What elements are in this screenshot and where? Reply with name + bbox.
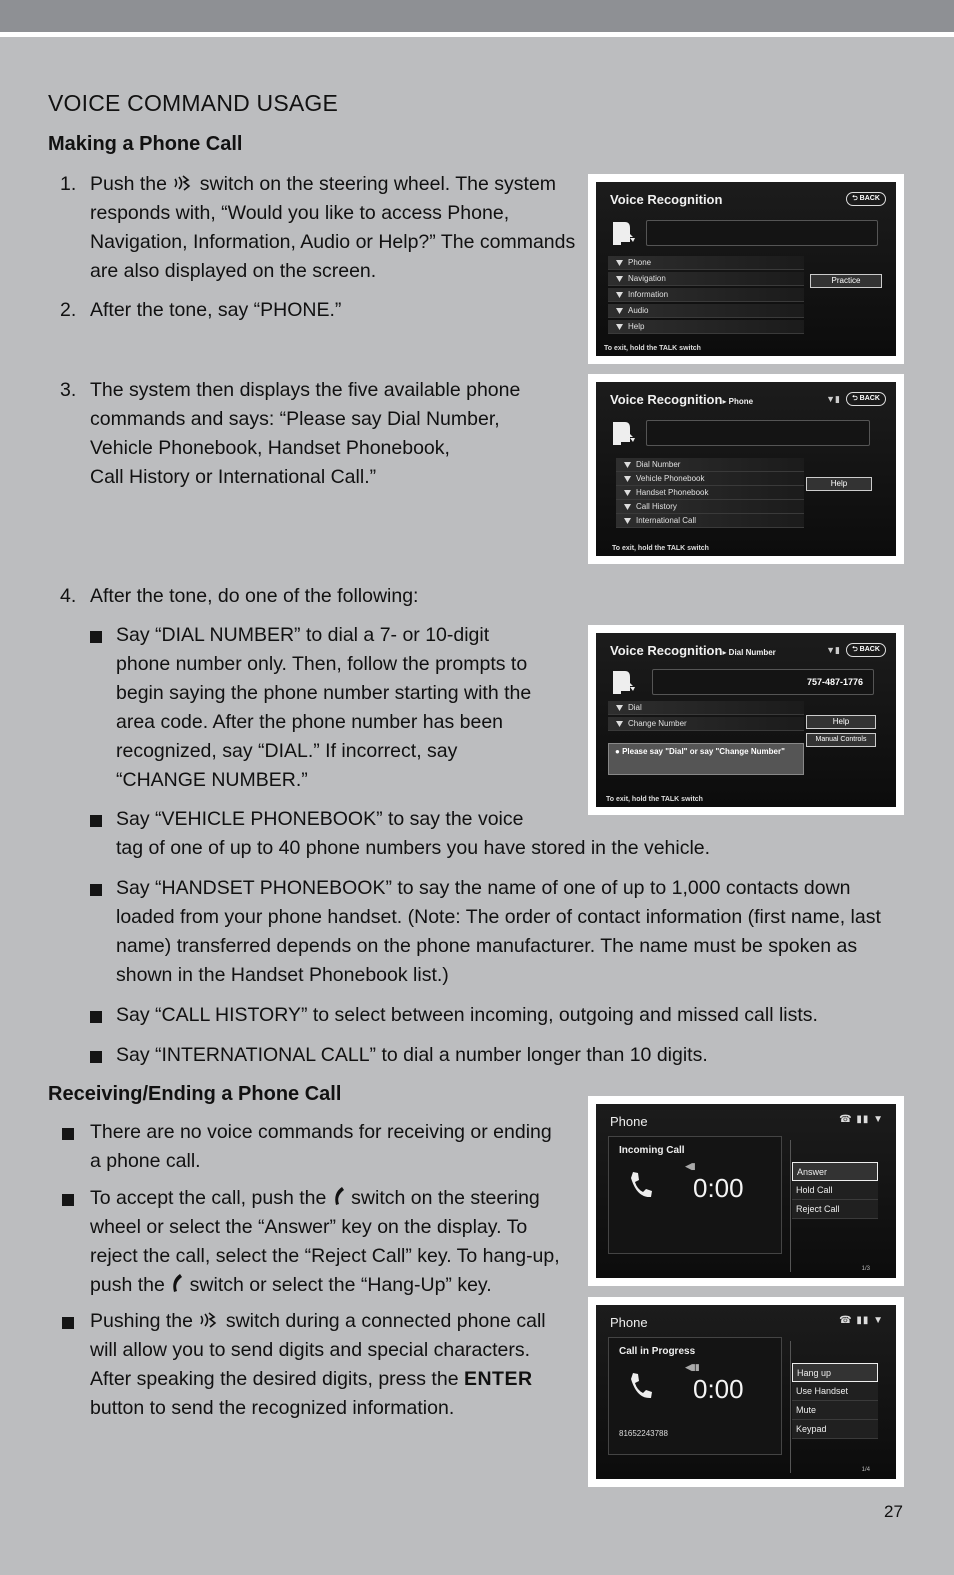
menu-item-information: Information (608, 288, 804, 302)
call-status: Incoming Call (619, 1145, 685, 1156)
bullet (62, 1128, 74, 1140)
bullet-vehicle-phonebook: Say “VEHICLE PHONEBOOK” to say the voice tag of one of up to 40 phone numbers you have stored in the vehicle. (116, 808, 711, 859)
voice-hint-box: ● Please say "Dial" or say "Change Number" (608, 743, 804, 775)
call-options (792, 1363, 878, 1439)
answer-option: Answer (792, 1162, 878, 1181)
phone-switch-icon (332, 1186, 346, 1208)
reject-call-option: Reject Call (792, 1200, 878, 1219)
menu-item-international-call: International Call (616, 514, 804, 528)
signal-icon: ▼▮ (826, 645, 840, 655)
menu-item-handset-phonebook: Handset Phonebook (616, 486, 804, 500)
hang-up-option: Hang up (792, 1363, 878, 1382)
menu-item-dial: Dial (608, 701, 804, 715)
call-panel (608, 1136, 782, 1254)
page-number: 27 (884, 1502, 903, 1521)
section-title: VOICE COMMAND USAGE (48, 90, 339, 116)
screen-title: Voice Recognition (610, 192, 723, 207)
bullet (90, 1011, 102, 1023)
screenshot-phone-call-in-progress (588, 1297, 904, 1487)
recognized-number-field: 757-487-1776 (652, 669, 874, 695)
screenshot-voice-recognition-phone (588, 374, 904, 564)
manual-controls-button: Manual Controls (806, 733, 876, 747)
step-number: 1. (60, 173, 77, 195)
help-button: Help (806, 477, 872, 491)
talk-switch-icon (172, 173, 194, 193)
speaking-head-icon (610, 220, 636, 246)
help-button: Help (806, 715, 876, 729)
menu-item-navigation: Navigation (608, 272, 804, 286)
menu-item-help: Help (608, 320, 804, 334)
screen-title: Phone (610, 1315, 648, 1330)
screen-title: Phone (610, 1114, 648, 1129)
status-icons: ☎ ▮▮ ▼ (839, 1315, 884, 1326)
panel-divider (790, 1341, 791, 1473)
handset-icon (625, 1370, 657, 1402)
bullet-accept-call: To accept the call, push the switch on the steering wheel or select the “Answer” key on the display. To reject the call, select the “Reject Call” key. To hang-up, push the switch or select the “Hang-Up” key. (90, 1187, 560, 1296)
page-indicator: 1/4 (861, 1467, 870, 1473)
bullet (90, 884, 102, 896)
screenshot-phone-incoming-call (588, 1096, 904, 1286)
step-2-text: After the tone, say “PHONE.” (90, 299, 342, 321)
talk-switch-icon (198, 1310, 220, 1330)
back-button: ⮌ BACK (846, 192, 886, 206)
hold-call-option: Hold Call (792, 1181, 878, 1200)
header-rule (0, 32, 954, 37)
screen-footer: To exit, hold the TALK switch (606, 796, 703, 803)
bullet-no-voice-commands: There are no voice commands for receiving or ending a phone call. (90, 1121, 552, 1172)
page-indicator: 1/3 (861, 1266, 870, 1272)
enter-key-label: ENTER (463, 1368, 533, 1390)
making-call-heading: Making a Phone Call (48, 133, 243, 155)
call-timer: 0:00 (693, 1374, 744, 1404)
status-icons: ☎ ▮▮ ▼ (839, 1114, 884, 1125)
screen-footer: To exit, hold the TALK switch (612, 545, 709, 552)
screen-title: Voice Recognition▸ Phone (610, 392, 754, 407)
back-button: ⮌ BACK (846, 392, 886, 406)
bullet-send-digits: Pushing the switch during a connected phone call will allow you to send digits and special characters. After speaking the desired digits, press the ENTER button to send the recognized information. (90, 1310, 546, 1419)
call-status: Call in Progress (619, 1346, 696, 1357)
bullet-call-history: Say “CALL HISTORY” to select between incoming, outgoing and missed call lists. (116, 1004, 818, 1026)
screen-title: Voice Recognition▸ Dial Number (610, 643, 776, 658)
menu-item-audio: Audio (608, 304, 804, 318)
step-number: 2. (60, 299, 77, 321)
menu-item-call-history: Call History (616, 500, 804, 514)
bullet-dial-number: Say “DIAL NUMBER” to dial a 7- or 10-digit phone number only. Then, follow the prompts to begin saying the phone number starting with the area code. After the phone number has been recognized, say “DIAL.” If incorrect, say “CHANGE NUMBER.” (116, 624, 532, 791)
practice-button: Practice (810, 274, 882, 288)
speaking-head-icon (610, 669, 636, 695)
menu-item-phone: Phone (608, 256, 804, 270)
speaking-head-icon (610, 420, 636, 446)
signal-icon: ▼▮ (826, 394, 840, 404)
bullet (90, 631, 102, 643)
step-number: 4. (60, 585, 77, 607)
keypad-option: Keypad (792, 1420, 878, 1439)
menu-item-dial-number: Dial Number (616, 458, 804, 472)
bullet (62, 1194, 74, 1206)
sound-wave-icon: ◀▮ (685, 1161, 695, 1171)
call-panel (608, 1337, 782, 1455)
panel-divider (790, 1140, 791, 1272)
bullet-handset-phonebook: Say “HANDSET PHONEBOOK” to say the name of one of up to 1,000 contacts down loaded from your phone handset. (Note: The order of contact information (first name, last name) transferred depends on the phone manufacturer. The name must be spoken as shown in the Handset Phonebook list.) (116, 877, 881, 986)
step-3-text: The system then displays the five available phone commands and says: “Please say Dial Number, Vehicle Phonebook, Handset Phonebook, Call History or International Call.” (90, 379, 521, 488)
screenshot-voice-recognition-dial-number (588, 625, 904, 815)
step-number: 3. (60, 379, 77, 401)
use-handset-option: Use Handset (792, 1382, 878, 1401)
header-bar (0, 0, 954, 32)
step-1-text: Push the switch on the steering wheel. The system responds with, “Would you like to access Phone, Navigation, Information, Audio or Help?” The commands are also displayed on the screen. (90, 173, 576, 282)
back-button: ⮌ BACK (846, 643, 886, 657)
bullet (90, 1051, 102, 1063)
handset-icon (625, 1169, 657, 1201)
sound-wave-icon: ◀▮▮ (685, 1362, 699, 1372)
call-timer: 0:00 (693, 1173, 744, 1203)
call-options (792, 1162, 878, 1219)
mute-option: Mute (792, 1401, 878, 1420)
menu-item-change-number: Change Number (608, 717, 804, 731)
recognition-input (646, 420, 870, 446)
recognition-input (646, 220, 878, 246)
phone-switch-icon (170, 1273, 184, 1295)
caller-number: 81652243788 (619, 1429, 668, 1438)
bullet (62, 1317, 74, 1329)
bullet-international-call: Say “INTERNATIONAL CALL” to dial a number longer than 10 digits. (116, 1044, 708, 1066)
screen-footer: To exit, hold the TALK switch (604, 345, 701, 352)
screenshot-voice-recognition (588, 174, 904, 364)
bullet (90, 815, 102, 827)
menu-item-vehicle-phonebook: Vehicle Phonebook (616, 472, 804, 486)
receiving-call-heading: Receiving/Ending a Phone Call (48, 1083, 342, 1105)
step-4-text: After the tone, do one of the following: (90, 585, 419, 607)
